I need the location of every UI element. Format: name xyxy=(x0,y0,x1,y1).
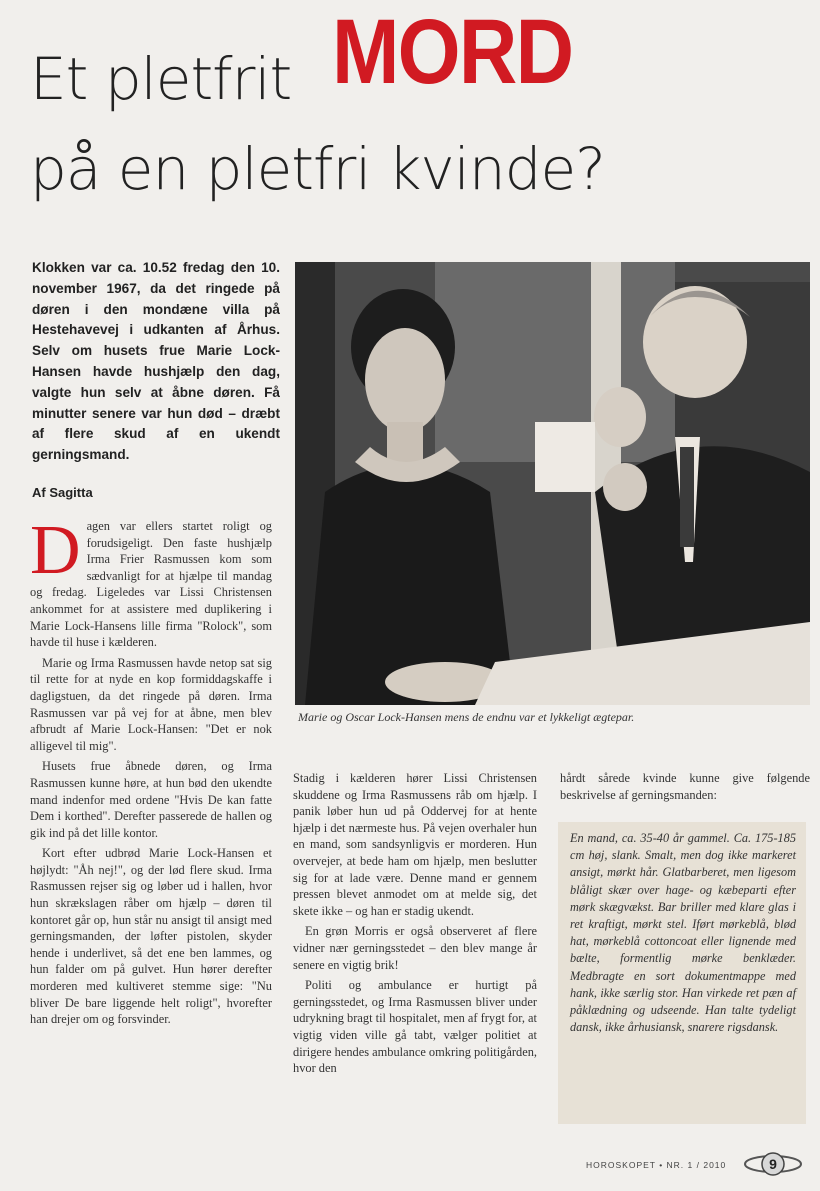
photo-illustration xyxy=(295,262,810,705)
paragraph: Dagen var ellers startet roligt og forudsigeligt. Den faste hushjælp Irma Frier Rasmussen kom som sædvanligt for at hjælpe til mandag og fredag. Ligeledes var Lissi Christensen ankommet for at assistere med duplikering i Marie Lock-Hansens lille firma "Rolock", som havde til huse i kælderen. xyxy=(30,512,272,650)
paragraph: Kort efter udbrød Marie Lock-Hansen et højlydt: "Åh nej!", og der lød flere skud. Irma Rasmussen rejser sig og løber ud i hallen, hvor hun skrækslagen råber om hjælp – døren til kontoret går op, hun står nu ansigt til ansigt med gerningsmanden, der løfter pistolen, skyder hende i underlivet, så det ene ben lammes, og hun falder om på gulvet. Hun hører derefter morderen med kultiveret stemme sige: "Nu bliver De bare liggende helt roligt", hvorefter han drejer om og forsvinder. xyxy=(30,846,272,1027)
couple-photo xyxy=(295,262,810,705)
article-column-3 xyxy=(560,770,810,807)
drop-cap: D xyxy=(30,512,81,589)
byline: Af Sagitta xyxy=(32,485,93,500)
headline-line2: på en pletfri kvinde? xyxy=(30,135,605,203)
headline-mord: MORD xyxy=(332,1,573,103)
article-column-2 xyxy=(293,770,537,1081)
photo-caption: Marie og Oscar Lock-Hansen mens de endnu var et lykkeligt ægtepar. xyxy=(298,710,635,724)
footer-magazine: HOROSKOPET • NR. 1 / 2010 xyxy=(586,1160,727,1170)
article-column-1 xyxy=(30,512,272,1032)
headline-line1: Et pletfrit xyxy=(30,45,292,113)
paragraph: Marie og Irma Rasmussen havde netop sat sig til rette for at nyde en kop formiddagskaffe i dagligstuen, da det ringede på døren. Irma Rasmussen var på vej for at åbne, men blev afbrudt af Marie Lock-Hansen: "Det er nok alligevel til mig". xyxy=(30,655,272,753)
paragraph: Stadig i kælderen hører Lissi Christensen skuddene og Irma Rasmussens råb om hjælp. I panik løber hun ud på Oddervej for at hente hjælp i det nærmeste hus. På vejen overhaler hun en mand, som sandsynligvis er morderen. Hun overvejer, at bede ham om hjælp, men beslutter sig for at lade være. Denne mand er gennem pressen blevet anmodet om at melde sig, det skete ikke – og han er stadig ukendt. xyxy=(293,771,537,918)
suspect-description-box: En mand, ca. 35-40 år gammel. Ca. 175-185 cm høj, slank. Smalt, men dog ikke markeret ansigt, mørkt hår. Glatbarberet, men ligesom blåligt skær over hage- og kæbeparti efter mørk skægvækst. Bar briller med klare glas i ret kraftigt, mørkt stel. Iført mørkeblå, blød hat, mørkeblå cottoncoat eller lignende med bælte, formentlig mørke benklæder. Medbragte en sort dokumentmappe med hank, ikke særlig stor. Han virkede ret pæn af påklædning og udseende. Han talte tydeligt dansk, ikke århusiansk, snarere rigsdansk. xyxy=(558,822,806,1124)
article-lead: Klokken var ca. 10.52 fredag den 10. november 1967, da det ringede på døren i den mondæne villa på Hestehavevej i udkanten af Århus. Selv om husets frue Marie Lock-Hansen havde hushjælp den dag, valgte hun selv at åbne døren. Få minutter senere var hun død – dræbt af flere skud af en ukendt gerningsmand. xyxy=(32,260,280,463)
paragraph: Politi og ambulance er hurtigt på gerningsstedet, og Irma Rasmussen bliver under udrykning bragt til hospitalet, men af frygt for, at vigtig viden ville gå tabt, vælger politiet at dirigere hendes ambulance omkring politigården, hvor den xyxy=(293,978,537,1076)
paragraph: Husets frue åbnede døren, og Irma Rasmussen kunne høre, at hun bød den ukendte mand indenfor med ordene "Hvis De kan fatte Dem i korthed". Derefter passerede de hallen og gik ind på det lille kontor. xyxy=(30,759,272,840)
page-number: 9 xyxy=(769,1156,777,1172)
paragraph: hårdt sårede kvinde kunne give følgende beskrivelse af gerningsmanden: xyxy=(560,771,810,802)
page-number-badge xyxy=(744,1150,802,1178)
paragraph: En grøn Morris er også observeret af flere vidner nær gerningsstedet – den blev mange år senere en vigtig brik! xyxy=(293,924,537,972)
